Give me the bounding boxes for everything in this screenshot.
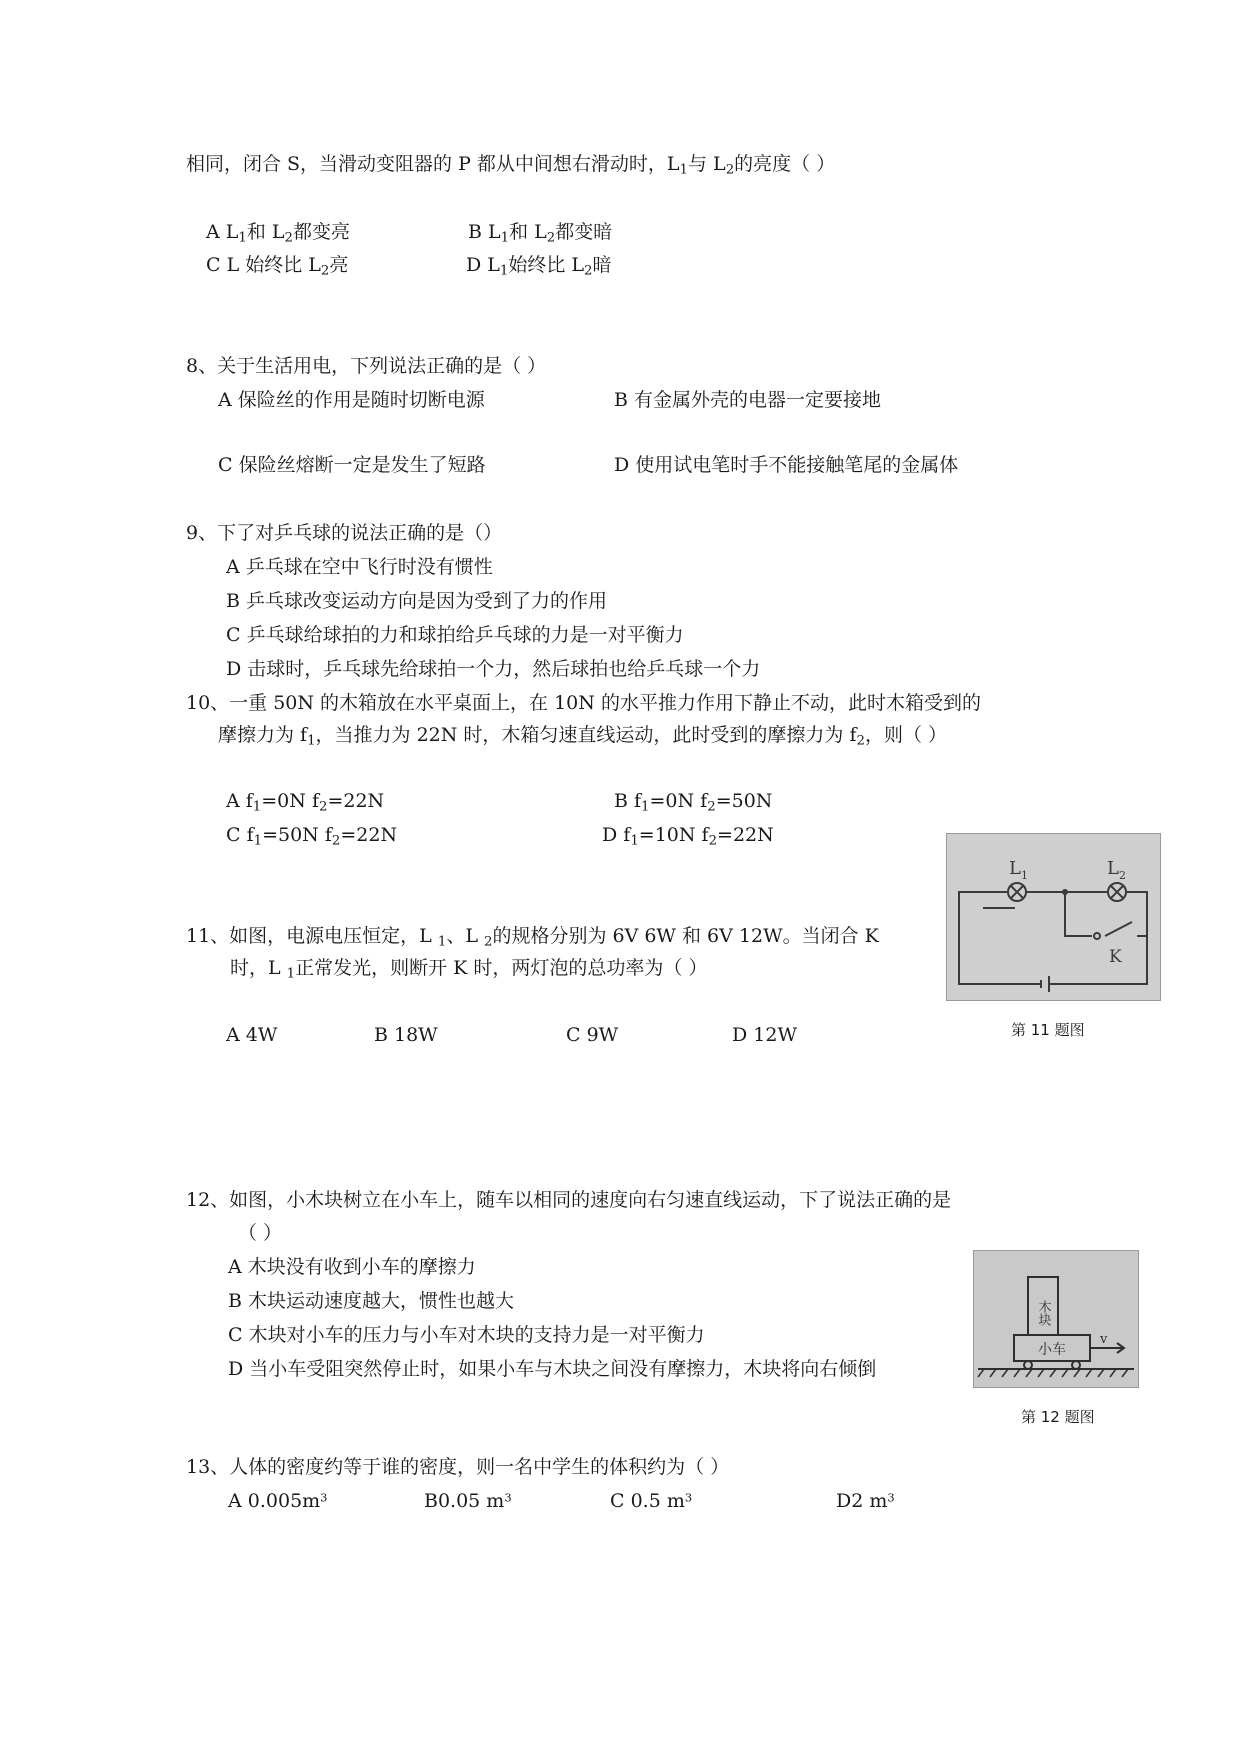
q7-option-d — [466, 254, 612, 278]
q10-sub: 1 — [630, 833, 639, 849]
q7-option-d-text: 始终比 L — [508, 254, 585, 276]
q13-option-d-text: D2 m — [836, 1490, 888, 1512]
q7-stem — [186, 153, 835, 177]
q10-sub: 2 — [708, 833, 718, 849]
q7-sub: 1 — [238, 230, 247, 246]
q11-stem-text: 11、如图，电源电压恒定，L — [186, 925, 438, 947]
q13-option-a — [228, 1490, 327, 1514]
q11-sub: 1 — [437, 934, 447, 950]
q7-sub: 1 — [499, 263, 509, 279]
q10-sub: 2 — [318, 799, 328, 815]
q9-option-b: B 乒乓球改变运动方向是因为受到了力的作用 — [226, 590, 608, 612]
q7-option-a-text: 都变亮 — [293, 221, 351, 243]
q11-circuit-figure — [946, 833, 1161, 1001]
q12-option-d: D 当小车受阻突然停止时，如果小车与木块之间没有摩擦力，木块将向右倾倒 — [228, 1358, 877, 1380]
q10-sub: 2 — [707, 799, 716, 815]
q11-option-b: B 18W — [374, 1024, 438, 1046]
q10-sub: 1 — [307, 733, 316, 749]
q10-stem-text: ，则（ ） — [864, 724, 948, 746]
q10-option-c — [226, 824, 397, 848]
q10-option-d-text: =10N f — [638, 824, 709, 846]
q7-option-d-text: 暗 — [592, 254, 612, 276]
q7-option-b-text: 都变暗 — [555, 221, 613, 243]
q10-option-c-text: =50N f — [262, 824, 332, 846]
q7-sub: 1 — [679, 162, 689, 178]
q10-option-b-text: B f — [614, 790, 642, 812]
fig-label-velocity: v — [1100, 1332, 1108, 1347]
q7-sub: 2 — [725, 162, 735, 178]
q13-option-b — [424, 1490, 512, 1514]
q10-stem-text: 摩擦力为 f — [218, 724, 308, 746]
q9-option-d: D 击球时，乒乓球先给球拍一个力，然后球拍也给乒乓球一个力 — [226, 658, 761, 680]
fig-label-k: K — [1109, 947, 1122, 967]
q13-sup: 3 — [320, 1490, 328, 1505]
q11-stem-line2 — [230, 957, 707, 981]
q13-sup: 3 — [504, 1490, 512, 1505]
q10-stem-line2 — [218, 724, 947, 748]
fig-label-l2-letter: L — [1107, 858, 1119, 879]
fig-label-l1-letter: L — [1009, 858, 1021, 879]
q10-sub: 1 — [253, 833, 263, 849]
q10-option-a-text: =22N — [327, 790, 385, 812]
fig-label-l1 — [1009, 858, 1028, 882]
q7-stem-text-b: 与 L — [688, 153, 726, 175]
q7-option-b-text: 和 L — [509, 221, 547, 243]
q10-stem-text: ，当推力为 22N 时，木箱匀速直线运动，此时受到的摩擦力为 f — [315, 724, 857, 746]
q7-stem-text-a: 相同，闭合 S，当滑动变阻器的 P 都从中间想右滑动时，L — [186, 153, 680, 175]
q7-option-c — [206, 254, 348, 278]
fig-label-l1-sub: 1 — [1020, 869, 1028, 882]
q9-stem: 9、下了对乒乓球的说法正确的是（） — [186, 522, 503, 544]
q10-option-a-text: =0N f — [261, 790, 319, 812]
q12-figure-caption: 第 12 题图 — [1021, 1408, 1095, 1426]
q13-sup: 3 — [684, 1490, 693, 1505]
q7-option-a-text: A L — [206, 221, 239, 243]
q11-stem-text: 时，L — [230, 957, 287, 979]
q10-option-a-text: A f — [226, 790, 253, 812]
q7-option-a-text: 和 L — [246, 221, 285, 243]
q10-option-d — [602, 824, 774, 848]
q7-sub: 2 — [584, 263, 593, 279]
fig-label-l2 — [1107, 858, 1126, 882]
q7-option-b-text: B L — [468, 221, 501, 243]
cart-diagram — [974, 1251, 1138, 1387]
q12-option-c: C 木块对小车的压力与小车对木块的支持力是一对平衡力 — [228, 1324, 705, 1346]
q7-sub: 1 — [500, 230, 510, 246]
q12-stem-line2: （ ） — [238, 1222, 283, 1244]
q7-sub: 2 — [546, 230, 556, 246]
q10-option-d-text: D f — [602, 824, 631, 846]
q8-option-a: A 保险丝的作用是随时切断电源 — [218, 389, 485, 411]
q7-option-c-text: 亮 — [329, 254, 349, 276]
fig-label-l2-sub: 2 — [1118, 869, 1126, 882]
q11-stem-text: 、L — [446, 925, 484, 947]
q11-option-d: D 12W — [732, 1024, 797, 1046]
q12-cart-figure — [973, 1250, 1139, 1388]
q10-option-b-text: =50N — [715, 790, 773, 812]
q11-stem-text: 的规格分别为 6V 6W 和 6V 12W。当闭合 K — [492, 925, 879, 947]
q13-stem: 13、人体的密度约等于谁的密度，则一名中学生的体积约为（ ） — [186, 1456, 730, 1478]
q11-sub: 1 — [286, 966, 296, 982]
q9-option-a: A 乒乓球在空中飞行时没有惯性 — [226, 556, 493, 578]
fig-label-cart: 小车 — [1038, 1342, 1066, 1358]
q10-sub: 1 — [252, 799, 262, 815]
q10-option-c-text: C f — [226, 824, 254, 846]
q12-stem-line1: 12、如图，小木块树立在小车上，随车以相同的速度向右匀速直线运动，下了说法正确的是 — [186, 1189, 952, 1211]
q9-option-c: C 乒乓球给球拍的力和球拍给乒乓球的力是一对平衡力 — [226, 624, 684, 646]
q10-sub: 2 — [856, 733, 865, 749]
q7-option-d-text: D L — [466, 254, 500, 276]
q11-option-c: C 9W — [566, 1024, 619, 1046]
q8-option-b: B 有金属外壳的电器一定要接地 — [614, 389, 882, 411]
q13-option-a-text: A 0.005m — [228, 1490, 321, 1512]
q8-option-c: C 保险丝熔断一定是发生了短路 — [218, 454, 486, 476]
fig-label-block: 木块 — [1035, 1300, 1051, 1326]
q7-sub: 2 — [284, 230, 293, 246]
q7-option-b — [468, 221, 612, 245]
q12-option-a: A 木块没有收到小车的摩擦力 — [228, 1256, 476, 1278]
q7-stem-text-c: 的亮度（ ） — [734, 153, 836, 175]
q13-option-c-text: C 0.5 m — [610, 1490, 685, 1512]
q10-sub: 1 — [641, 799, 650, 815]
q11-sub: 2 — [483, 934, 493, 950]
q10-option-c-text: =22N — [340, 824, 398, 846]
q11-figure-caption: 第 11 题图 — [1011, 1021, 1085, 1039]
q11-option-a: A 4W — [226, 1024, 278, 1046]
q10-option-b — [614, 790, 772, 814]
q13-option-d — [836, 1490, 895, 1514]
q10-option-d-text: =22N — [717, 824, 774, 846]
q8-stem: 8、关于生活用电，下列说法正确的是（ ） — [186, 355, 547, 377]
q13-option-b-text: B0.05 m — [424, 1490, 505, 1512]
q11-stem-line1 — [186, 925, 879, 949]
q7-option-c-text: C L 始终比 L — [206, 254, 321, 276]
q7-option-a — [206, 221, 350, 245]
circuit-diagram — [947, 834, 1160, 1000]
q13-option-c — [610, 1490, 692, 1514]
q10-stem-line1: 10、一重 50N 的木箱放在水平桌面上，在 10N 的水平推力作用下静止不动，此时木箱受到的 — [186, 692, 981, 714]
q7-sub: 2 — [320, 263, 330, 279]
q10-option-b-text: =0N f — [649, 790, 708, 812]
q11-stem-text: 正常发光，则断开 K 时，两灯泡的总功率为（ ） — [295, 957, 708, 979]
q8-option-d: D 使用试电笔时手不能接触笔尾的金属体 — [614, 454, 959, 476]
q10-sub: 2 — [331, 833, 341, 849]
q10-option-a — [226, 790, 384, 814]
q13-sup: 3 — [887, 1490, 895, 1505]
q12-option-b: B 木块运动速度越大，惯性也越大 — [228, 1290, 515, 1312]
